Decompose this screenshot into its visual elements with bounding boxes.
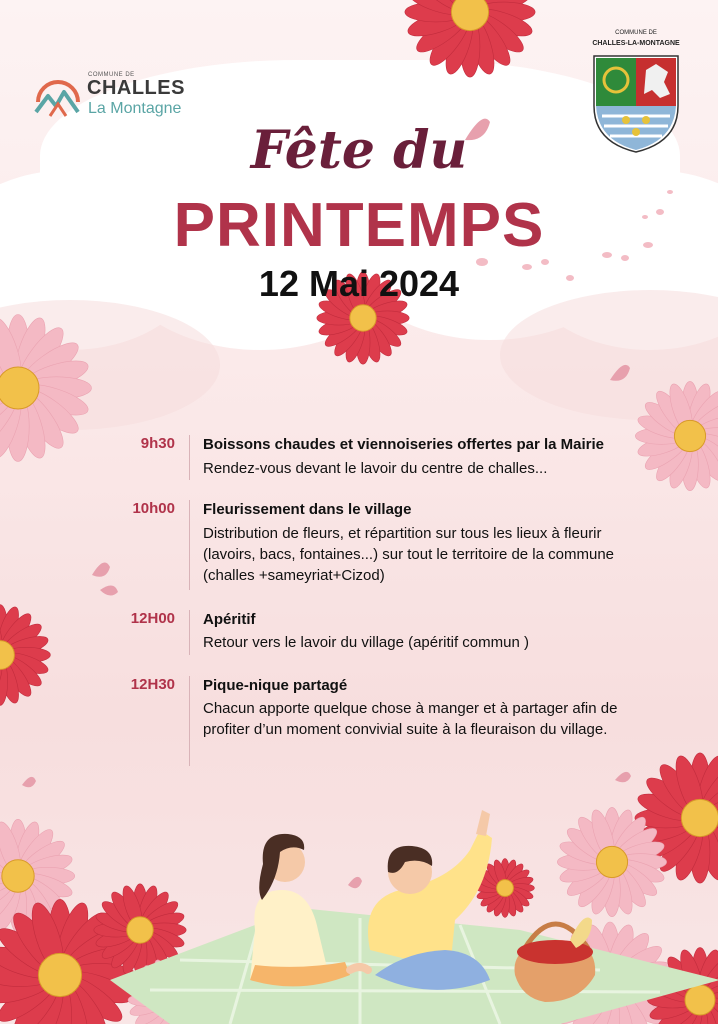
brand-name: CHALLES	[87, 77, 185, 99]
title-line-1: Fête du	[250, 120, 468, 181]
picnic-illustration	[0, 780, 718, 1024]
schedule-description: Retour vers le lavoir du village (apéritif commun )	[203, 634, 529, 651]
schedule-time: 12H00	[130, 610, 175, 627]
schedule-title: Pique-nique partagé	[203, 677, 348, 694]
schedule-title: Boissons chaudes et viennoiseries offertes par la Mairie	[203, 436, 604, 453]
picnic-basket	[515, 918, 596, 1003]
schedule-title: Apéritif	[203, 611, 256, 628]
title-line-2: PRINTEMPS	[173, 191, 545, 260]
schedule-time: 9h30	[140, 435, 175, 452]
event-date: 12 Mai 2024	[258, 263, 460, 304]
schedule-description: Rendez-vous devant le lavoir du centre de challes...	[203, 460, 548, 477]
brand-logo	[32, 72, 212, 122]
crest-name: CHALLES-LA-MONTAGNE	[592, 40, 680, 47]
schedule-description: Chacun apporte quelque chose à manger et à partager afin de profiter d’un moment convivial suite à la fleuraison du village.	[203, 700, 618, 738]
schedule-description: Distribution de fleurs, et répartition sur tous les lieux à fleurir (lavoirs, bacs, fontaines...) sur tout le territoire de la commune (challes +sameyriat+Cizod)	[203, 525, 615, 584]
mountain-logo-icon	[32, 72, 84, 120]
schedule-title: Fleurissement dans le village	[203, 501, 412, 518]
brand-subname: La Montagne	[88, 100, 182, 117]
schedule-time: 12H30	[130, 676, 175, 693]
brand-commune-label: COMMUNE DE	[88, 72, 135, 78]
crest-commune-label: COMMUNE DE	[615, 30, 657, 36]
schedule-time: 10h00	[132, 500, 175, 517]
